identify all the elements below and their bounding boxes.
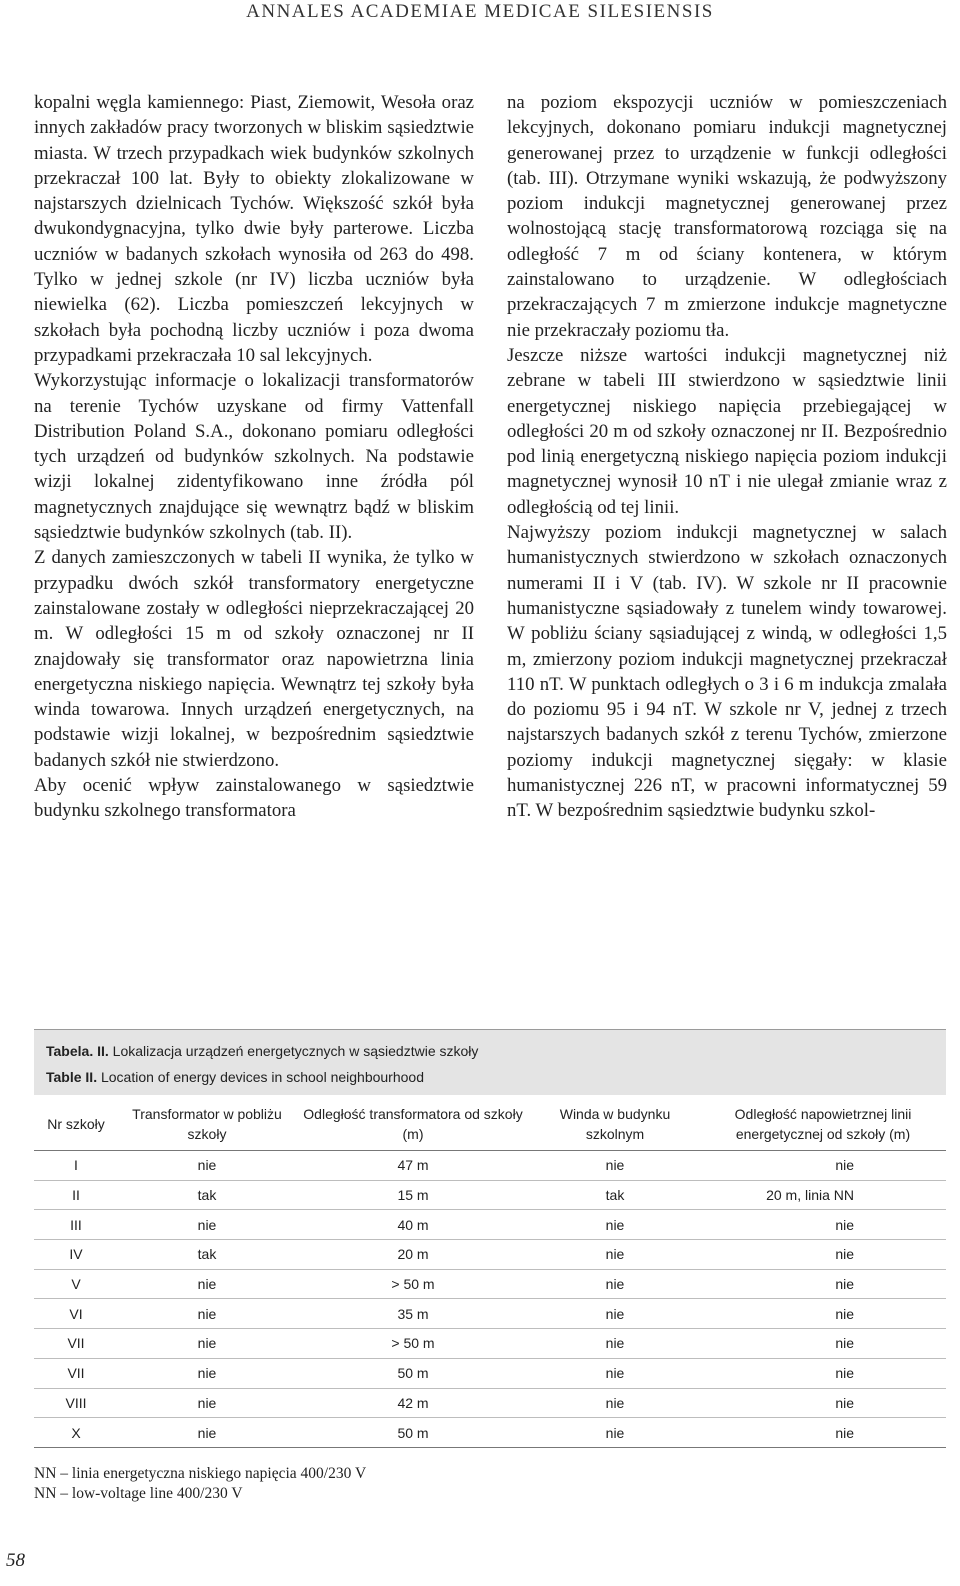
table-row	[34, 1329, 946, 1359]
table-cell: nie	[530, 1358, 700, 1388]
right-column	[507, 90, 947, 824]
energy-devices-table	[34, 1097, 946, 1448]
caption-polish	[46, 1038, 934, 1064]
table-cell: 20 m, linia NN	[700, 1180, 946, 1210]
left-column	[34, 90, 474, 824]
table-cell: VII	[34, 1358, 118, 1388]
table-cell: nie	[530, 1418, 700, 1448]
table-cell: > 50 m	[296, 1269, 530, 1299]
table-cell: nie	[530, 1240, 700, 1270]
table-cell: nie	[118, 1210, 296, 1240]
table-cell: nie	[118, 1299, 296, 1329]
table-cell: 35 m	[296, 1299, 530, 1329]
table-footnotes	[34, 1464, 366, 1504]
table-cell: nie	[530, 1269, 700, 1299]
body-paragraph: Z danych zamieszczonych w tabeli II wynika, że tylko w przypadku dwóch szkół transformatory energetyczne zainstalowane zostały w odległości nieprzekraczającej 20 m. W odległości 15 m od szkoły oznaczonej nr II znajdowały się transformator oraz napowietrzna linia energetyczna niskiego napięcia. Wewnątrz tej szkoły była winda towarowa. Innych urządzeń energetycznych, na podstawie wizji lokalnej, w bezpośrednim sąsiedztwie badanych szkół nie stwierdzono.	[34, 547, 474, 771]
caption-label: Tabela. II.	[46, 1043, 109, 1059]
table-cell: X	[34, 1418, 118, 1448]
table-row	[34, 1299, 946, 1329]
body-paragraph: kopalni węgla kamiennego: Piast, Ziemowit, Wesoła oraz innych zakładów pracy tworzonych w bliskim sąsiedztwie miasta. W trzech przypadkach wiek budynków szkolnych przekraczał 100 lat. Były to obiekty zlokalizowane w najstarszych dzielnicach Tychów. Większość szkół była dwukondygnacyjna, tylko dwie były parterowe. Liczba uczniów w badanych szkołach wynosiła od 263 do 498. Tylko w jednej szkole (nr IV) liczba uczniów była niewielka (62). Liczba pomieszczeń lekcyjnych w szkołach była pochodną liczby uczniów i poza dwoma przypadkami przekraczała 10 sal lekcyjnych.	[34, 92, 474, 366]
table-cell: nie	[530, 1299, 700, 1329]
table-cell: nie	[118, 1358, 296, 1388]
footnote: NN – linia energetyczna niskiego napięcia 400/230 V	[34, 1465, 367, 1482]
column-header: Nr szkoły	[34, 1097, 118, 1151]
table-cell: nie	[530, 1151, 700, 1181]
table-row	[34, 1240, 946, 1270]
table-cell: nie	[700, 1240, 946, 1270]
table-row	[34, 1210, 946, 1240]
table-row	[34, 1180, 946, 1210]
table-row	[34, 1388, 946, 1418]
body-paragraph: na poziom ekspozycji uczniów w pomieszczeniach lekcyjnych, dokonano pomiaru indukcji magnetycznej generowanej przez to urządzenie w funkcji odległości (tab. III). Otrzymane wyniki wskazują, że podwyższony poziom indukcji magnetycznej generowanej przez wolnostojącą stację transformatorową rozciąga się na odległość 7 m od ściany kontenera, w którym zainstalowano to urządzenie. W odległościach przekraczających 7 m zmierzone indukcje magnetyczne nie przekraczały poziomu tła.	[507, 92, 947, 341]
body-paragraph: Wykorzystując informacje o lokalizacji transformatorów na terenie Tychów uzyskane od firmy Vattenfall Distribution Poland S.A., dokonano pomiaru odległości tych urządzeń od budynków szkolnych. Na podstawie wizji lokalnej zidentyfikowano inne źródła pól magnetycznych znajdujące się wewnątrz bądź w bliskim sąsiedztwie budynków szkolnych (tab. II).	[34, 370, 474, 544]
table-cell: nie	[700, 1418, 946, 1448]
table-cell: 15 m	[296, 1180, 530, 1210]
table-cell: I	[34, 1151, 118, 1181]
column-header: Odległość transformatora od szkoły (m)	[296, 1097, 530, 1151]
body-paragraph: Aby ocenić wpływ zainstalowanego w sąsiedztwie budynku szkolnego transformatora	[34, 775, 474, 822]
table-cell: nie	[118, 1388, 296, 1418]
caption-label: Table II.	[46, 1069, 98, 1085]
table-cell: tak	[118, 1180, 296, 1210]
table-row	[34, 1151, 946, 1181]
table-caption	[34, 1029, 946, 1095]
table-cell: III	[34, 1210, 118, 1240]
table-cell: II	[34, 1180, 118, 1210]
table-cell: nie	[700, 1299, 946, 1329]
table-cell: nie	[118, 1329, 296, 1359]
table-cell: 20 m	[296, 1240, 530, 1270]
table-cell: IV	[34, 1240, 118, 1270]
table-cell: 42 m	[296, 1388, 530, 1418]
table-cell: nie	[700, 1358, 946, 1388]
table-cell: nie	[530, 1329, 700, 1359]
table-row	[34, 1358, 946, 1388]
table-cell: nie	[530, 1210, 700, 1240]
table-cell: 40 m	[296, 1210, 530, 1240]
table-cell: 50 m	[296, 1358, 530, 1388]
table-cell: 50 m	[296, 1418, 530, 1448]
column-header: Odległość napowietrznej linii energetycznej od szkoły (m)	[700, 1097, 946, 1151]
table-cell: nie	[118, 1151, 296, 1181]
table-header-row	[34, 1097, 946, 1151]
footnote: NN – low-voltage line 400/230 V	[34, 1485, 243, 1502]
journal-header: ANNALES ACADEMIAE MEDICAE SILESIENSIS	[246, 1, 714, 22]
table-row	[34, 1269, 946, 1299]
table-cell: 47 m	[296, 1151, 530, 1181]
table-cell: nie	[700, 1210, 946, 1240]
table-row	[34, 1418, 946, 1448]
table-cell: tak	[118, 1240, 296, 1270]
page-number: 58	[6, 1550, 25, 1571]
table-cell: nie	[700, 1388, 946, 1418]
column-header: Transformator w pobliżu szkoły	[118, 1097, 296, 1151]
table-cell: > 50 m	[296, 1329, 530, 1359]
table-cell: VI	[34, 1299, 118, 1329]
table-cell: nie	[700, 1269, 946, 1299]
table-cell: nie	[530, 1388, 700, 1418]
table-cell: V	[34, 1269, 118, 1299]
column-header: Winda w budynku szkolnym	[530, 1097, 700, 1151]
body-paragraph: Najwyższy poziom indukcji magnetycznej w salach humanistycznych stwierdzono w szkołach oznaczonych numerami II i V (tab. IV). W szkole nr II pracownie humanistyczne sąsiadowały z tunelem windy towarowej. W pobliżu ściany sąsiadującej z windą, w odległości 1,5 m, zmierzony poziom indukcji magnetycznej przekraczał 110 nT. W punktach odległych o 3 i 6 m indukcja zmalała do poziomu 95 i 94 nT. W szkole nr V, jednej z trzech najstarszych badanych szkół z terenu Tychów, zmierzone poziomy indukcji magnetycznej sięgały: w klasie humanistycznej 226 nT, w pracowni informatycznej 59 nT. W bezpośrednim sąsiedztwie budynku szkol-	[507, 522, 947, 822]
table-cell: tak	[530, 1180, 700, 1210]
table-cell: nie	[700, 1151, 946, 1181]
table-cell: nie	[700, 1329, 946, 1359]
body-paragraph: Jeszcze niższe wartości indukcji magnetycznej niż zebrane w tabeli III stwierdzono w sąsiedztwie linii energetycznej niskiego napięcia przebiegającej w odległości 20 m od szkoły oznaczonej nr II. Bezpośrednio pod linią energetyczną niskiego napięcia poziom indukcji magnetycznej wynosił 10 nT i nie ulegał zmianie wraz z odległością od tej linii.	[507, 344, 947, 518]
table-cell: VIII	[34, 1388, 118, 1418]
table-cell: VII	[34, 1329, 118, 1359]
table-cell: nie	[118, 1418, 296, 1448]
caption-text: Location of energy devices in school neighbourhood	[100, 1069, 424, 1085]
caption-english	[46, 1064, 934, 1090]
caption-text: Lokalizacja urządzeń energetycznych w sąsiedztwie szkoły	[112, 1043, 479, 1059]
table-cell: nie	[118, 1269, 296, 1299]
